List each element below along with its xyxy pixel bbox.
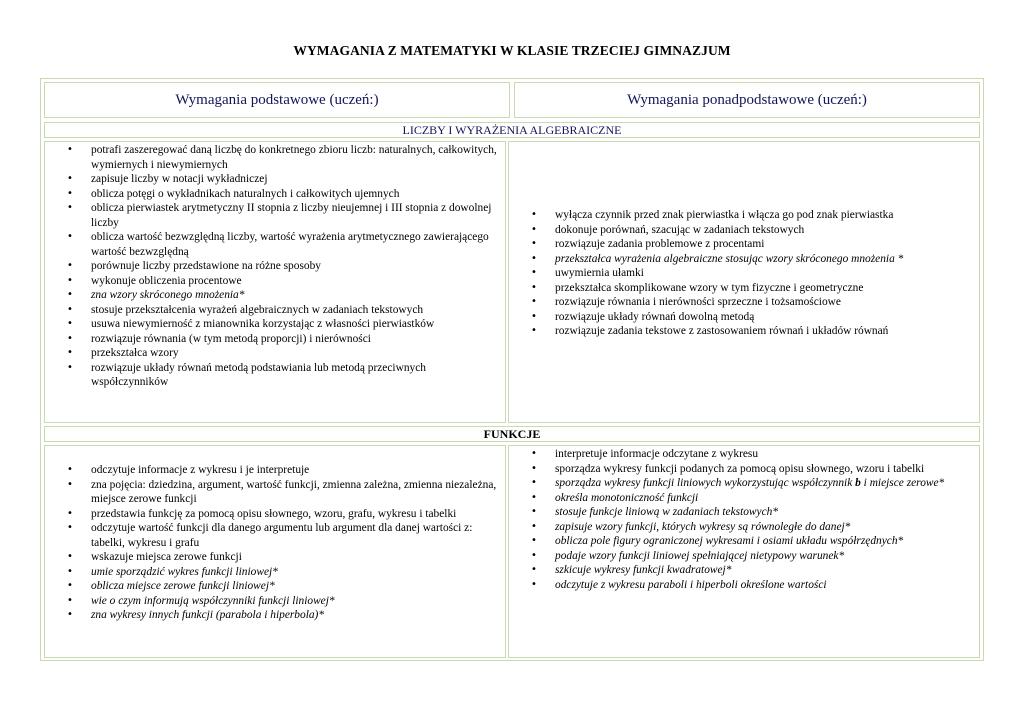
list-item: • szkicuje wykresy funkcji kwadratowej* [555, 563, 973, 578]
list-item: • zapisuje liczby w notacji wykładniczej [91, 172, 499, 187]
list-item: • potrafi zaszeregować daną liczbę do konkretnego zbioru liczb: naturalnych, całkowitych, wymiernych i niewymiernych [91, 143, 499, 172]
column-header-basic: Wymagania podstawowe (uczeń:) [44, 82, 510, 118]
list-item: • rozwiązuje układy równań metodą podstawiania lub metodą przeciwnych współczynników [91, 361, 499, 390]
list-item: • dokonuje porównań, szacując w zadaniach tekstowych [555, 223, 973, 238]
list-item: • zna wykresy innych funkcji (parabola i hiperbola)* [91, 608, 499, 623]
list-item: • uwymiernia ułamki [555, 266, 973, 281]
list-item: • oblicza potęgi o wykładnikach naturalnych i całkowitych ujemnych [91, 187, 499, 202]
section-title-numbers: LICZBY I WYRAŻENIA ALGEBRAICZNE [44, 122, 980, 138]
list-item: • rozwiązuje równania i nierówności sprzeczne i tożsamościowe [555, 295, 973, 310]
list-item: • porównuje liczby przedstawione na różne sposoby [91, 259, 499, 274]
list-item: • wskazuje miejsca zerowe funkcji [91, 550, 499, 565]
list-item: • oblicza wartość bezwzględną liczby, wartość wyrażenia arytmetycznego zawierającego wartość bezwzględną [91, 230, 499, 259]
section-functions-basic-cell [44, 445, 506, 658]
list-item: • podaje wzory funkcji liniowej spełniającej nietypowy warunek* [555, 549, 973, 564]
list-item: • rozwiązuje równania (w tym metodą proporcji) i nierówności [91, 332, 499, 347]
requirements-table [40, 78, 984, 661]
list-item: • usuwa niewymierność z mianownika korzystając z własności pierwiastków [91, 317, 499, 332]
list-item: • oblicza pole figury ograniczonej wykresami i osiami układu współrzędnych* [555, 534, 973, 549]
section-numbers-basic-cell [44, 141, 506, 423]
section-functions-advanced-cell [508, 445, 980, 658]
column-header-advanced: Wymagania ponadpodstawowe (uczeń:) [514, 82, 980, 118]
list-item: • oblicza miejsce zerowe funkcji liniowej* [91, 579, 499, 594]
document-title: WYMAGANIA Z MATEMATYKI W KLASIE TRZECIEJ GIMNAZJUM [293, 43, 731, 58]
list-item: • stosuje funkcje liniową w zadaniach tekstowych* [555, 505, 973, 520]
list-item: • rozwiązuje układy równań dowolną metodą [555, 310, 973, 325]
list-item: • przekształca wzory [91, 346, 499, 361]
section-title-functions: FUNKCJE [44, 426, 980, 442]
list-item: • zna wzory skróconego mnożenia* [91, 288, 499, 303]
list-item: • przedstawia funkcję za pomocą opisu słownego, wzoru, grafu, wykresu i tabelki [91, 507, 499, 522]
section-numbers-basic-list [45, 143, 499, 390]
list-item: • odczytuje wartość funkcji dla danego argumentu lub argument dla danej wartości z: tabelki, wykresu i grafu [91, 521, 499, 550]
section-functions-advanced-list [509, 447, 973, 592]
list-item: • wie o czym informują współczynniki funkcji liniowej* [91, 594, 499, 609]
list-item: • przekształca wyrażenia algebraiczne stosując wzory skróconego mnożenia * [555, 252, 973, 267]
list-item: • oblicza pierwiastek arytmetyczny II stopnia z liczby nieujemnej i III stopnia z dowolnej liczby [91, 201, 499, 230]
list-item: • umie sporządzić wykres funkcji liniowej* [91, 565, 499, 580]
list-item: • sporządza wykresy funkcji liniowych wykorzystując współczynnik b i miejsce zerowe* [555, 476, 973, 491]
list-item: • sporządza wykresy funkcji podanych za pomocą opisu słownego, wzoru i tabelki [555, 462, 973, 477]
list-item: • odczytuje z wykresu paraboli i hiperboli określone wartości [555, 578, 973, 593]
list-item: • stosuje przekształcenia wyrażeń algebraicznych w zadaniach tekstowych [91, 303, 499, 318]
list-item: • zna pojęcia: dziedzina, argument, wartość funkcji, zmienna zależna, zmienna niezależna, miejsce zerowe funkcji [91, 478, 499, 507]
list-item: • zapisuje wzory funkcji, których wykresy są równoległe do danej* [555, 520, 973, 535]
section-numbers-advanced-cell [508, 141, 980, 423]
list-item: • odczytuje informacje z wykresu i je interpretuje [91, 463, 499, 478]
list-item: • rozwiązuje zadania tekstowe z zastosowaniem równań i układów równań [555, 324, 973, 339]
section-numbers-advanced-list [509, 208, 973, 339]
list-item: • wykonuje obliczenia procentowe [91, 274, 499, 289]
list-item: • określa monotoniczność funkcji [555, 491, 973, 506]
list-item: • interpretuje informacje odczytane z wykresu [555, 447, 973, 462]
list-item: • przekształca skomplikowane wzory w tym fizyczne i geometryczne [555, 281, 973, 296]
section-functions-basic-list [45, 463, 499, 623]
list-item: • rozwiązuje zadania problemowe z procentami [555, 237, 973, 252]
list-item: • wyłącza czynnik przed znak pierwiastka i włącza go pod znak pierwiastka [555, 208, 973, 223]
